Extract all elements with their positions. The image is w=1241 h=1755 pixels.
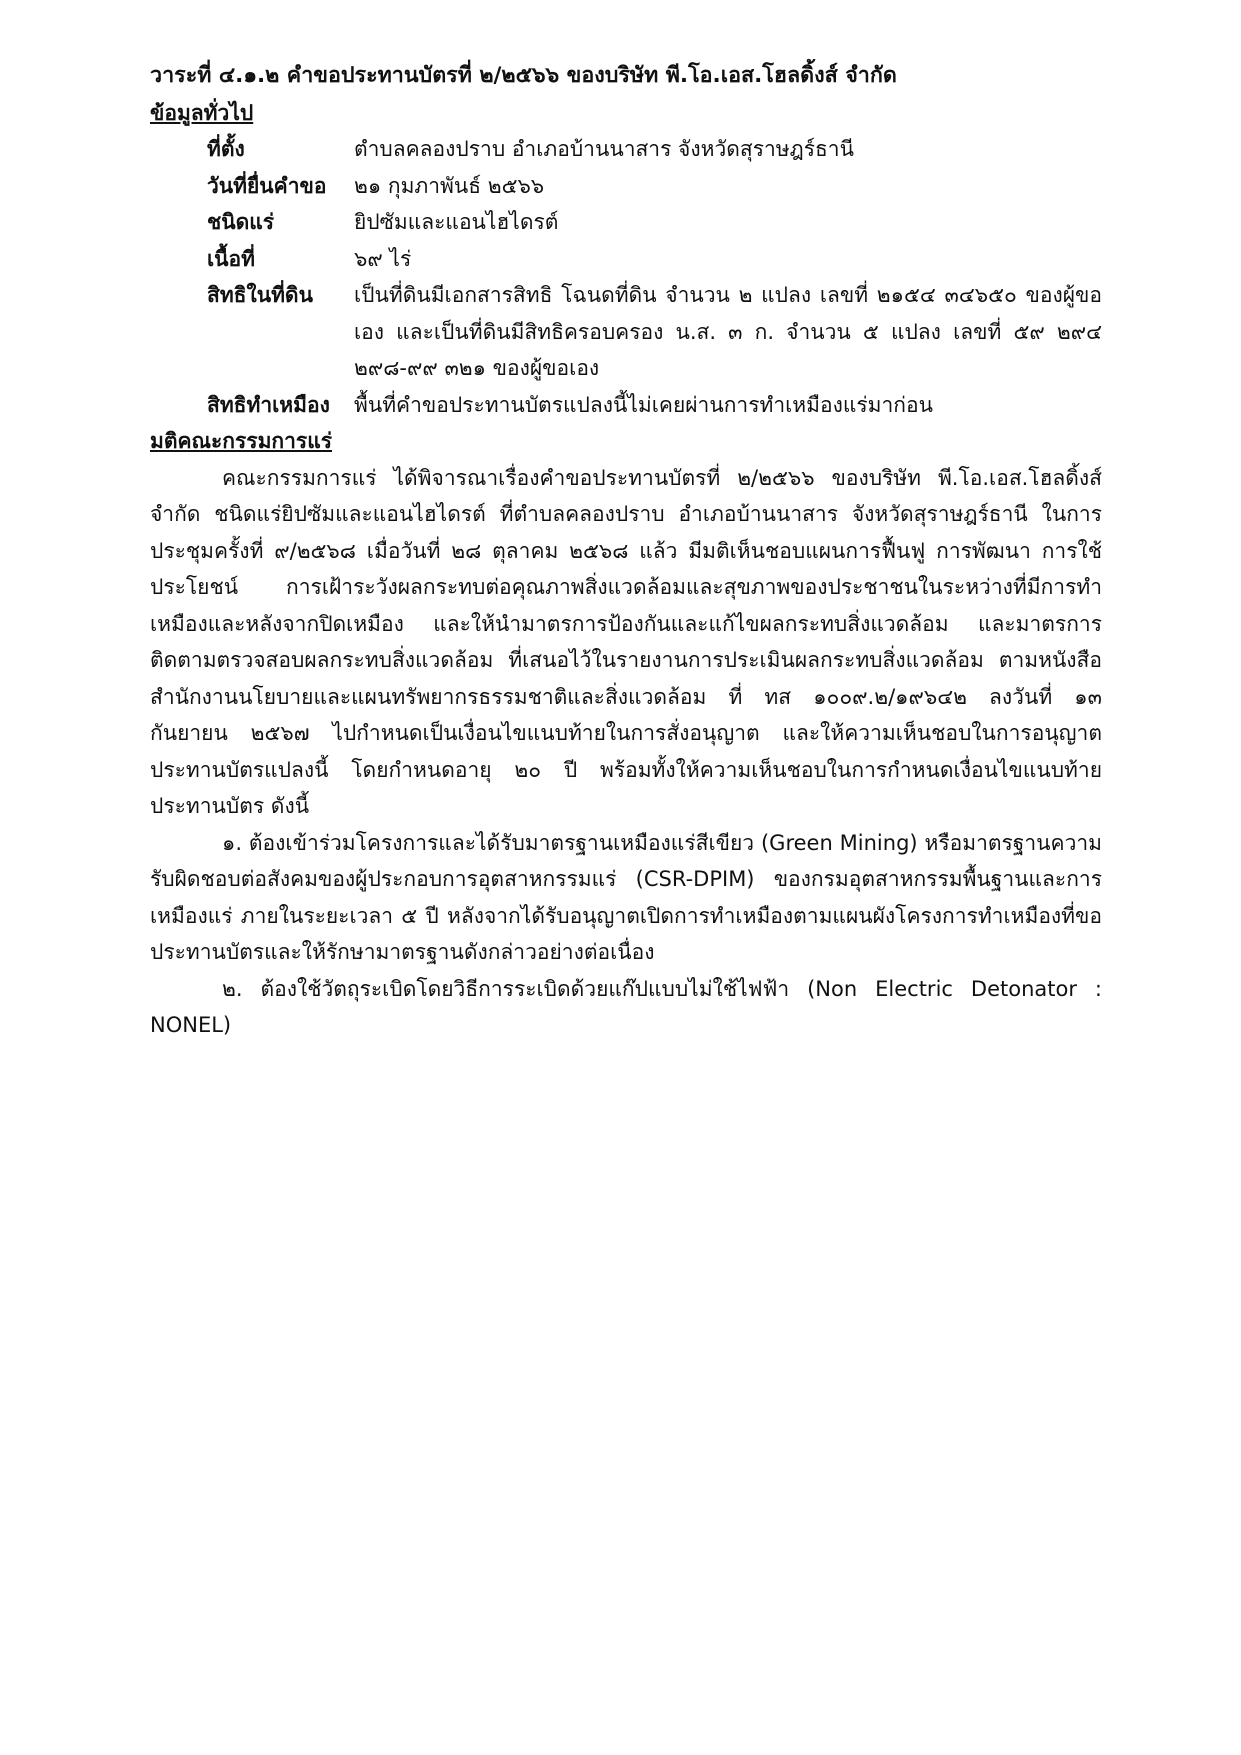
info-row-area (150, 241, 1102, 278)
info-label: วันที่ยื่นคำขอ (207, 173, 327, 198)
info-row-mining-rights (150, 387, 1102, 424)
info-value: ตำบลคลองปราบ อำเภอบ้านนาสาร จังหวัดสุราษฎร์ธานี (354, 137, 854, 161)
general-info-list (150, 131, 1102, 423)
info-label: เนื้อที่ (207, 246, 255, 271)
info-label: สิทธิทำเหมือง (207, 392, 330, 417)
info-value: พื้นที่คำขอประทานบัตรแปลงนี้ไม่เคยผ่านการทำเหมืองแร่มาก่อน (354, 392, 933, 417)
info-row-land-rights (150, 277, 1102, 387)
info-value: ๖๙ ไร่ (354, 246, 412, 271)
resolution-paragraph: คณะกรรมการแร่ ได้พิจารณาเรื่องคำขอประทานบัตรที่ ๒/๒๕๖๖ ของบริษัท พี.โอ.เอส.โฮลดิ้งส์ จำกัด ชนิดแร่ยิปซัมและแอนไฮไดรต์ ที่ตำบลคลองปราบ อำเภอบ้านนาสาร จังหวัดสุราษฎร์ธานี ในการประชุมครั้งที่ ๙/๒๕๖๘ เมื่อวันที่ ๒๘ ตุลาคม ๒๕๖๘ แล้ว มีมติเห็นชอบแผนการฟื้นฟู การพัฒนา การใช้ประโยชน์ การเฝ้าระวังผลกระทบต่อคุณภาพสิ่งแวดล้อมและสุขภาพของประชาชนในระหว่างที่มีการทำเหมืองและหลังจากปิดเหมือง และให้นำมาตรการป้องกันและแก้ไขผลกระทบสิ่งแวดล้อม และมาตรการติดตามตรวจสอบผลกระทบสิ่งแวดล้อม ที่เสนอไว้ในรายงานการประเมินผลกระทบสิ่งแวดล้อม ตามหนังสือสำนักงานนโยบายและแผนทรัพยากรธรรมชาติและสิ่งแวดล้อม ที่ ทส ๑๐๐๙.๒/๑๙๖๔๒ ลงวันที่ ๑๓ กันยายน ๒๕๖๗ ไปกำหนดเป็นเงื่อนไขแนบท้ายในการสั่งอนุญาต และให้ความเห็นชอบในการอนุญาตประทานบัตรแปลงนี้ โดยกำหนดอายุ ๒๐ ปี พร้อมทั้งให้ความเห็นชอบในการกำหนดเงื่อนไขแนบท้ายประทานบัตร ดังนี้ (150, 465, 1102, 818)
info-value: เป็นที่ดินมีเอกสารสิทธิ โฉนดที่ดิน จำนวน ๒ แปลง เลขที่ ๒๑๕๔ ๓๔๖๕๐ ของผู้ขอเอง และเป็นที่ดินมีสิทธิครอบครอง น.ส. ๓ ก. จำนวน ๕ แปลง เลขที่ ๕๙ ๒๙๔ ๒๙๘-๙๙ ๓๒๑ ของผู้ขอเอง (354, 283, 1102, 380)
document-page (150, 58, 1102, 1044)
info-value: ยิปซัมและแอนไฮไดรต์ (354, 210, 559, 234)
info-label: สิทธิในที่ดิน (207, 283, 313, 307)
info-label: ที่ตั้ง (207, 137, 245, 161)
info-row-location (150, 131, 1102, 168)
info-row-mineral-type (150, 204, 1102, 241)
agenda-title: วาระที่ ๔.๑.๒ คำขอประทานบัตรที่ ๒/๒๕๖๖ ของบริษัท พี.โอ.เอส.โฮลดิ้งส์ จำกัด (150, 63, 897, 88)
info-value: ๒๑ กุมภาพันธ์ ๒๕๖๖ (354, 173, 545, 198)
condition-item: ๒. ต้องใช้วัตถุระเบิดโดยวิธีการระเบิดด้วยแก๊ปแบบไม่ใช้ไฟฟ้า (Non Electric Detonator : NONEL) (150, 976, 1102, 1037)
info-row-filing-date (150, 168, 1102, 205)
condition-item: ๑. ต้องเข้าร่วมโครงการและได้รับมาตรฐานเหมืองแร่สีเขียว (Green Mining) หรือมาตรฐานความรับผิดชอบต่อสังคมของผู้ประกอบการอุตสาหกรรมแร่ (CSR-DPIM) ของกรมอุตสาหกรรมพื้นฐานและการเหมืองแร่ ภายในระยะเวลา ๕ ปี หลังจากได้รับอนุญาตเปิดการทำเหมืองตามแผนผังโครงการทำเหมืองที่ขอประทานบัตรและให้รักษามาตรฐานดังกล่าวอย่างต่อเนื่อง (150, 830, 1102, 964)
general-info-heading: ข้อมูลทั่วไป (150, 100, 254, 125)
resolution-heading: มติคณะกรรมการแร่ (150, 429, 333, 453)
info-label: ชนิดแร่ (207, 210, 275, 234)
